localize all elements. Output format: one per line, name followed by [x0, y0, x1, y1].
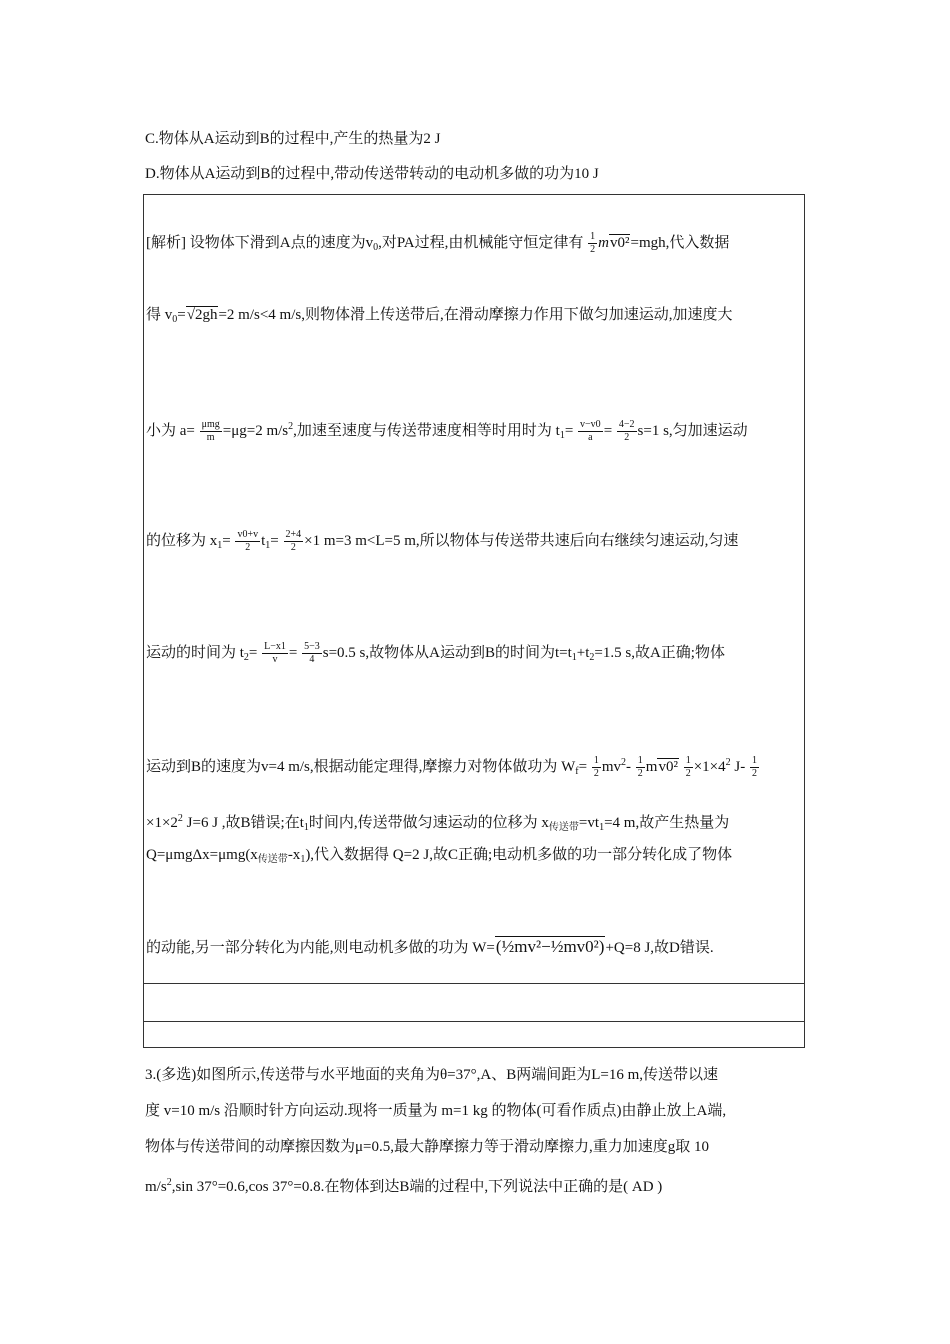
analysis-line-5: 运动的时间为 $t_2=$ $\frac{L-x1}{v}$ = $\frac{5-3}{4}$ s=0.5 s,故物体从A运动到B的时间为$t=t_1+t_2=1.5$ s,故A正确;物体	[146, 641, 725, 665]
option-c: C.物体从A运动到B的过程中,产生的热量为2 J	[145, 131, 441, 147]
analysis-box	[143, 194, 805, 1048]
analysis-line-2: 得 $v_0=√2gh=2$ m/s<4 m/s,则物体滑上传送带后,在滑动摩擦力作用下做匀加速运动,加速度大	[146, 307, 733, 325]
analysis-line-3: 小为 a= μmg m =μg=2 $m/s^2$,加速至速度与传送带速度相等时用时为 $t_1=$ $\frac{v-v0}{a}$ = $\frac{4-2}{2}$ s=1 s,匀加速运动	[146, 419, 748, 444]
analysis-line-7: $\times 1\times 2^2$ J=6 J ,故B错误;在$t_1$时间内,传送带做匀速运动的位移为 $x_{传送带}=vt_1=4$ m,故产生热量为	[146, 813, 730, 833]
analysis-line-9: 的动能,另一部分转化为内能,则电动机多做的功为 W=(½mv²−½mv0²)+Q=8 J,故D错误.	[146, 937, 714, 956]
question-line-2: 度 v=10 m/s 沿顺时针方向运动.现将一质量为 m=1 kg 的物体(可看作质点)由静止放上A端,	[145, 1103, 727, 1119]
divider	[144, 1021, 804, 1022]
analysis-line-1: [解析] 设物体下滑到A点的速度为$v_0$,对PA过程,由机械能守恒定律有 $\frac{1}{2}$ mv0²=mgh,代入数据	[146, 231, 730, 255]
analysis-line-6: 运动到B的速度为v=4 m/s,根据动能定理得,摩擦力对物体做功为 $W_f=$ $\frac{1}{2}$ $mv^2-$ $\frac{1}{2}$ mv0² $\frac{1}{2}$ $\times 1\times 4^2$ J- $\frac{1}{2}$	[146, 755, 757, 780]
sqrt-expression: √2gh	[186, 307, 218, 323]
question-line-4: $m/s^2,\sin$ 37°=0.6,cos 37°=0.8.在物体到达B端的过程中,下列说法中正确的是( AD )	[145, 1177, 663, 1195]
divider	[144, 983, 804, 984]
fraction-half: $\frac{1}{2}$	[590, 231, 596, 255]
question-line-1: 3.(多选)如图所示,传送带与水平地面的夹角为θ=37°,A、B两端间距为L=16 m,传送带以速	[145, 1067, 719, 1083]
analysis-line-4: 的位移为 $x_1=$ $\frac{v0+v}{2}$ $t_1=$ $\frac{2+4}{2}$ ×1 m=3 m<L=5 m,所以物体与传送带共速后向右继续匀速运动,匀速	[146, 529, 739, 553]
question-line-3: 物体与传送带间的动摩擦因数为μ=0.5,最大静摩擦力等于滑动摩擦力,重力加速度g取 10	[145, 1139, 710, 1155]
option-d: D.物体从A运动到B的过程中,带动传送带转动的电动机多做的功为10 J	[145, 166, 599, 182]
analysis-line-8: $Q=\mu mg\Delta x=\mu mg(x_{传送带}-x_1)$,代入数据得 Q=2 J,故C正确;电动机多做的功一部分转化成了物体	[146, 847, 733, 865]
work-expression: (½mv²−½mv0²)	[495, 937, 605, 956]
